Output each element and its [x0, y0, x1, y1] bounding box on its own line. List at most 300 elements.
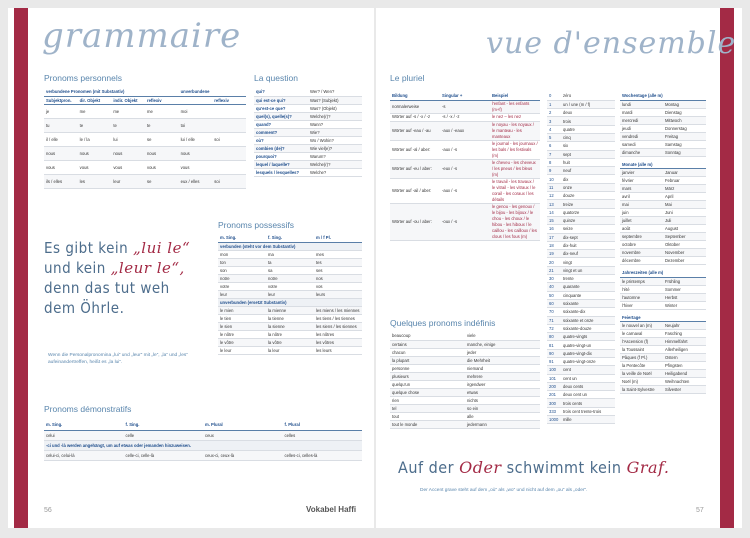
- left-page-edge-band: [14, 8, 28, 528]
- table-cell: quatre: [561, 125, 615, 133]
- table-cell: ma: [266, 250, 314, 258]
- table-cell: Juli: [663, 217, 706, 225]
- table-row: [547, 183, 615, 191]
- table-cell: zéro: [561, 92, 615, 100]
- table-cell: moi: [179, 104, 213, 118]
- table-row: [390, 380, 540, 388]
- table-cell: celles-ci, celles-là: [283, 450, 363, 460]
- table-row: [218, 346, 362, 354]
- table-row: [547, 241, 615, 249]
- table-cell: Singular +: [440, 92, 490, 100]
- table-cell: 16: [547, 225, 561, 233]
- table-cell: trois cents: [561, 399, 615, 407]
- table-cell: lui / elle: [179, 132, 213, 146]
- table-cell: un / une (m / f): [561, 100, 615, 108]
- table-cell: le nouvel an (m): [620, 322, 663, 330]
- table-cell: te: [111, 118, 145, 132]
- table-row: [218, 250, 362, 258]
- table-cell: me: [111, 104, 145, 118]
- table-cell: 6: [547, 142, 561, 150]
- table-cell: vous: [111, 160, 145, 174]
- table-row: [218, 330, 362, 338]
- table-cell: ceux: [203, 430, 283, 440]
- table-cell: tu: [44, 118, 78, 132]
- table-cell: 18: [547, 241, 561, 249]
- table-cell: Silvester: [663, 386, 706, 394]
- table-cell: ta: [266, 258, 314, 266]
- table-cell: 2: [547, 109, 561, 117]
- table-row: [547, 167, 615, 175]
- table-cell: décembre: [620, 257, 663, 265]
- table-row: [390, 203, 540, 240]
- table-row: [620, 370, 706, 378]
- table-cell: Frühling: [663, 277, 706, 285]
- table-cell: Mittwoch: [663, 116, 706, 124]
- table-cell: l'hiver: [620, 301, 663, 309]
- table-cell: lundi: [620, 100, 663, 108]
- table-cell: lesquels / lesquelles?: [254, 168, 308, 176]
- demonstratifs-heading: Pronoms démonstratifs: [44, 404, 132, 414]
- table-cell: so ein: [465, 404, 540, 412]
- table-cell: 19: [547, 250, 561, 258]
- table-cell: votre: [266, 282, 314, 290]
- table-cell: viele: [465, 332, 540, 340]
- table-cell: sept: [561, 150, 615, 158]
- table-cell: la leur: [266, 346, 314, 354]
- table-cell: jeder: [465, 348, 540, 356]
- table-row: [620, 293, 706, 301]
- possessifs-heading: Pronoms possessifs: [218, 220, 295, 230]
- table-row: [620, 177, 706, 185]
- table-cell: seize: [561, 225, 615, 233]
- table-cell: 12: [547, 192, 561, 200]
- table-header-row: [44, 96, 246, 104]
- table-row: [620, 249, 706, 257]
- table-row: [620, 169, 706, 177]
- table-cell: eux / elles: [179, 174, 213, 188]
- table-cell: soi: [212, 132, 246, 146]
- table-cell: janvier: [620, 169, 663, 177]
- slogan-note: Wenn die Personalpronomina „lui“ und „leur“ mit „le“, „la“ und „les“ aufeinandertreffen, heißt es „la lui“.: [48, 353, 188, 365]
- table-cell: Was? (Subjekt): [308, 96, 362, 104]
- table-cell: mai: [620, 201, 663, 209]
- table-cell: mon: [218, 250, 266, 258]
- table-cell: 40: [547, 283, 561, 291]
- table-cell: vendredi: [620, 132, 663, 140]
- table-cell: Wochentage (alle m): [620, 92, 706, 100]
- table-row: [547, 150, 615, 158]
- table-cell: Sommer: [663, 285, 706, 293]
- table-cell: deux cents: [561, 382, 615, 390]
- table-cell: m / f Pl.: [314, 234, 362, 242]
- table-cell: Samstag: [663, 140, 706, 148]
- table-cell: Subjektpron.: [44, 96, 78, 104]
- table-cell: comment?: [254, 128, 308, 136]
- table-row: [547, 225, 615, 233]
- table-cell: alle: [465, 412, 540, 420]
- table-cell: rien: [390, 396, 465, 404]
- table-cell: 91: [547, 358, 561, 366]
- table-cell: te: [145, 118, 179, 132]
- slogan-text: schwimmt kein: [506, 458, 622, 477]
- table-cell: 200: [547, 382, 561, 390]
- numbers-table: [547, 92, 615, 424]
- table-row: [390, 100, 540, 113]
- table-cell: se: [145, 174, 179, 188]
- table-cell: Wörter auf -eau / -au: [390, 121, 440, 140]
- table-cell: les miens / les miennes: [314, 306, 362, 314]
- table-row: [547, 366, 615, 374]
- table-cell: März: [663, 185, 706, 193]
- table-cell: leur: [218, 290, 266, 298]
- table-cell: les: [78, 174, 112, 188]
- table-cell: -aux / -s: [440, 140, 490, 159]
- table-row: [547, 283, 615, 291]
- table-cell: notre: [266, 274, 314, 282]
- table-cell: tout le monde: [390, 420, 465, 428]
- table-cell: Feiertage: [620, 314, 706, 322]
- table-cell: l'automne: [620, 293, 663, 301]
- table-cell: certains: [390, 340, 465, 348]
- table-cell: celles: [283, 430, 363, 440]
- slogan-text: Auf der: [398, 458, 455, 477]
- table-row: [620, 185, 706, 193]
- table-cell: te: [78, 118, 112, 132]
- table-cell: 333: [547, 407, 561, 415]
- table-cell: mehrere: [465, 372, 540, 380]
- table-cell: leur: [111, 174, 145, 188]
- table-cell: [212, 146, 246, 160]
- table-cell: dix-sept: [561, 233, 615, 241]
- table-row: [547, 391, 615, 399]
- table-cell: sa: [266, 266, 314, 274]
- table-cell: vous: [78, 160, 112, 174]
- table-cell: soixante et onze: [561, 316, 615, 324]
- table-row: [390, 372, 540, 380]
- table-cell: indir. Objekt: [111, 96, 145, 104]
- table-cell: 101: [547, 374, 561, 382]
- table-row: [218, 338, 362, 346]
- table-cell: Pfingsten: [663, 362, 706, 370]
- table-row: [620, 301, 706, 309]
- table-row: [547, 208, 615, 216]
- table-cell: leur: [266, 290, 314, 298]
- table-row: [390, 113, 540, 121]
- table-cell: m. Plural: [203, 420, 283, 430]
- table-row: [620, 233, 706, 241]
- table-row: [547, 291, 615, 299]
- table-row: [254, 96, 362, 104]
- table-cell: la Pentecôte: [620, 362, 663, 370]
- table-row: [620, 225, 706, 233]
- table-cell: vingt et un: [561, 266, 615, 274]
- table-cell: treize: [561, 200, 615, 208]
- slogan-accent: Oder: [459, 458, 502, 477]
- table-row: [547, 233, 615, 241]
- table-cell: Allerheiligen: [663, 346, 706, 354]
- table-row: [547, 142, 615, 150]
- table-row: [620, 193, 706, 201]
- table-cell: cent un: [561, 374, 615, 382]
- table-cell: mercredi: [620, 116, 663, 124]
- table-cell: quand?: [254, 120, 308, 128]
- table-cell: Dienstag: [663, 108, 706, 116]
- table-cell: Fasching: [663, 330, 706, 338]
- table-cell: 201: [547, 391, 561, 399]
- table-cell: qui?: [254, 88, 308, 96]
- holidays-table: [620, 314, 706, 395]
- table-cell: qu'est-ce que?: [254, 104, 308, 112]
- table-cell: l'enfant - les enfants (m+f): [490, 100, 540, 113]
- table-cell: Mai: [663, 201, 706, 209]
- slogan-text: dem Öhrle.: [44, 299, 125, 317]
- table-cell: soixante-douze: [561, 324, 615, 332]
- table-cell: 14: [547, 208, 561, 216]
- table-cell: Welche(r)?: [308, 112, 362, 120]
- personnels-heading: Pronoms personnels: [44, 73, 122, 83]
- table-cell: dix-neuf: [561, 250, 615, 258]
- table-cell: la Saint-Sylvestre: [620, 386, 663, 394]
- table-cell: November: [663, 249, 706, 257]
- table-row: [620, 314, 706, 322]
- table-row: [547, 125, 615, 133]
- table-cell: vos: [314, 282, 362, 290]
- question-heading: La question: [254, 73, 298, 83]
- table-cell: jedermann: [465, 420, 540, 428]
- table-cell: Welche(r)?: [308, 160, 362, 168]
- table-cell: [212, 160, 246, 174]
- table-cell: Herbst: [663, 293, 706, 301]
- table-row: [547, 100, 615, 108]
- table-cell: Januar: [663, 169, 706, 177]
- table-cell: trois: [561, 117, 615, 125]
- table-row: [547, 266, 615, 274]
- table-row: [254, 128, 362, 136]
- table-row: [547, 109, 615, 117]
- table-cell: septembre: [620, 233, 663, 241]
- table-cell: le / la: [78, 132, 112, 146]
- table-cell: les tiens / les tiennes: [314, 314, 362, 322]
- table-row: [390, 159, 540, 178]
- table-cell: 71: [547, 316, 561, 324]
- table-cell: nichts: [465, 396, 540, 404]
- slogan-accent: „lui le“: [133, 239, 191, 257]
- table-row: [547, 158, 615, 166]
- table-cell: la Toussaint: [620, 346, 663, 354]
- table-cell: juillet: [620, 217, 663, 225]
- table-cell: -aux / -eaux: [440, 121, 490, 140]
- table-cell: Welche?: [308, 168, 362, 176]
- table-cell: Weihnachten: [663, 378, 706, 386]
- table-cell: niemand: [465, 364, 540, 372]
- table-cell: -s: [440, 100, 490, 113]
- table-row: [390, 412, 540, 420]
- table-cell: le nez – les nez: [490, 113, 540, 121]
- table-cell: 4: [547, 125, 561, 133]
- table-cell: tes: [314, 258, 362, 266]
- table-cell: les leurs: [314, 346, 362, 354]
- table-cell: 80: [547, 333, 561, 341]
- table-cell: la vôtre: [266, 338, 314, 346]
- table-row: [547, 92, 615, 100]
- table-row: [620, 116, 706, 124]
- table-cell: nous: [111, 146, 145, 160]
- table-cell: -ci und -là werden angehängt, um auf etwas oder jemanden hinzuweisen.: [44, 440, 362, 450]
- table-cell: Winter: [663, 301, 706, 309]
- table-row: [547, 341, 615, 349]
- table-cell: les nôtres: [314, 330, 362, 338]
- table-row: [620, 378, 706, 386]
- table-row: [547, 258, 615, 266]
- right-slogan: [398, 458, 669, 478]
- table-cell: Sonntag: [663, 148, 706, 156]
- table-cell: trente: [561, 275, 615, 283]
- left-page-number: 56: [44, 507, 52, 514]
- left-slogan: [44, 238, 190, 318]
- table-cell: la veille de Noël: [620, 370, 663, 378]
- table-cell: dir. Objekt: [78, 96, 112, 104]
- table-cell: juin: [620, 209, 663, 217]
- table-cell: Dezember: [663, 257, 706, 265]
- table-row: [547, 416, 615, 424]
- table-cell: combien (de)?: [254, 144, 308, 152]
- table-cell: Noël (m): [620, 378, 663, 386]
- table-cell: celle-ci, celle-là: [124, 450, 204, 460]
- table-cell: Wer? / Wen?: [308, 88, 362, 96]
- table-cell: cinq: [561, 133, 615, 141]
- table-cell: irgendwer: [465, 380, 540, 388]
- table-cell: m. Sing.: [44, 420, 124, 430]
- left-page-title: grammaire: [42, 16, 242, 56]
- table-cell: la plupart: [390, 356, 465, 364]
- table-row: [620, 346, 706, 354]
- table-row: [390, 340, 540, 348]
- publisher-logo: Vokabel Haffi: [306, 505, 357, 514]
- table-row: [620, 217, 706, 225]
- table-row: [547, 275, 615, 283]
- table-subheader-row: [218, 242, 362, 250]
- table-row: [620, 322, 706, 330]
- table-cell: le printemps: [620, 277, 663, 285]
- table-cell: les vôtres: [314, 338, 362, 346]
- table-cell: l'Ascension (f): [620, 338, 663, 346]
- table-cell: Ostern: [663, 354, 706, 362]
- table-cell: 7: [547, 150, 561, 158]
- table-cell: Wie?: [308, 128, 362, 136]
- table-cell: je: [44, 104, 78, 118]
- table-cell: quel(s), quelle(s)?: [254, 112, 308, 120]
- table-cell: Wörter auf -ou / aber:: [390, 203, 440, 240]
- table-cell: le cheveu - les cheveux / les pneus / les bleus (m): [490, 159, 540, 178]
- table-cell: Warum?: [308, 152, 362, 160]
- table-cell: octobre: [620, 241, 663, 249]
- table-cell: April: [663, 193, 706, 201]
- demonstrative-pronouns-table: [44, 420, 362, 461]
- table-cell: Donnerstag: [663, 124, 706, 132]
- table-row: [620, 140, 706, 148]
- table-cell: me: [145, 104, 179, 118]
- table-cell: quatre-vingt-onze: [561, 358, 615, 366]
- table-cell: 20: [547, 258, 561, 266]
- table-cell: le sien: [218, 322, 266, 330]
- table-cell: deux cent un: [561, 391, 615, 399]
- table-cell: Pâques (f Pl.): [620, 354, 663, 362]
- table-cell: 10: [547, 175, 561, 183]
- table-cell: Jahreszeiten (alle m): [620, 269, 706, 277]
- table-cell: vingt: [561, 258, 615, 266]
- table-row: [44, 430, 362, 440]
- table-row: [390, 364, 540, 372]
- table-row: [218, 274, 362, 282]
- table-cell: nos: [314, 274, 362, 282]
- table-cell: notre: [218, 274, 266, 282]
- question-words-table: [254, 88, 362, 177]
- table-cell: deux: [561, 109, 615, 117]
- table-cell: 3: [547, 117, 561, 125]
- table-row: [547, 382, 615, 390]
- table-header-row: [218, 234, 362, 242]
- table-cell: Wörter auf -ail / aber:: [390, 178, 440, 203]
- table-cell: -s / -x / -z: [440, 113, 490, 121]
- table-cell: reflexiv: [212, 96, 246, 104]
- table-cell: Himmelfahrt: [663, 338, 706, 346]
- table-cell: quatre-vingt-un: [561, 341, 615, 349]
- table-cell: huit: [561, 158, 615, 166]
- table-row: [44, 104, 246, 118]
- table-cell: -aux / -s: [440, 178, 490, 203]
- table-row: [218, 322, 362, 330]
- table-row: [620, 277, 706, 285]
- table-cell: cent: [561, 366, 615, 374]
- table-cell: vous: [145, 160, 179, 174]
- table-cell: 1: [547, 100, 561, 108]
- table-row: [254, 104, 362, 112]
- table-header-row: [44, 420, 362, 430]
- table-cell: cinquante: [561, 291, 615, 299]
- slogan-text: Es gibt kein: [44, 239, 129, 257]
- table-cell: février: [620, 177, 663, 185]
- table-row: [620, 386, 706, 394]
- table-row: [547, 216, 615, 224]
- table-row: [254, 112, 362, 120]
- table-cell: quarante: [561, 283, 615, 291]
- table-cell: ton: [218, 258, 266, 266]
- table-row: [620, 108, 706, 116]
- table-cell: ses: [314, 266, 362, 274]
- table-cell: August: [663, 225, 706, 233]
- table-row: [44, 160, 246, 174]
- table-cell: 15: [547, 216, 561, 224]
- table-cell: soi: [212, 174, 246, 188]
- table-cell: samedi: [620, 140, 663, 148]
- table-header-row: [390, 92, 540, 100]
- table-cell: 72: [547, 324, 561, 332]
- table-cell: Was? (Objekt): [308, 104, 362, 112]
- personal-pronouns-table: [44, 88, 246, 189]
- table-row: [547, 250, 615, 258]
- table-cell: ceux-ci, ceux-là: [203, 450, 283, 460]
- table-row: [547, 192, 615, 200]
- table-cell: [179, 96, 213, 104]
- table-cell: -oux / -s: [440, 203, 490, 240]
- table-row: [390, 140, 540, 159]
- table-cell: ils / elles: [44, 174, 78, 188]
- table-cell: novembre: [620, 249, 663, 257]
- calendar-column: [620, 92, 706, 394]
- table-row: [547, 133, 615, 141]
- table-row: [547, 374, 615, 382]
- table-cell: 11: [547, 183, 561, 191]
